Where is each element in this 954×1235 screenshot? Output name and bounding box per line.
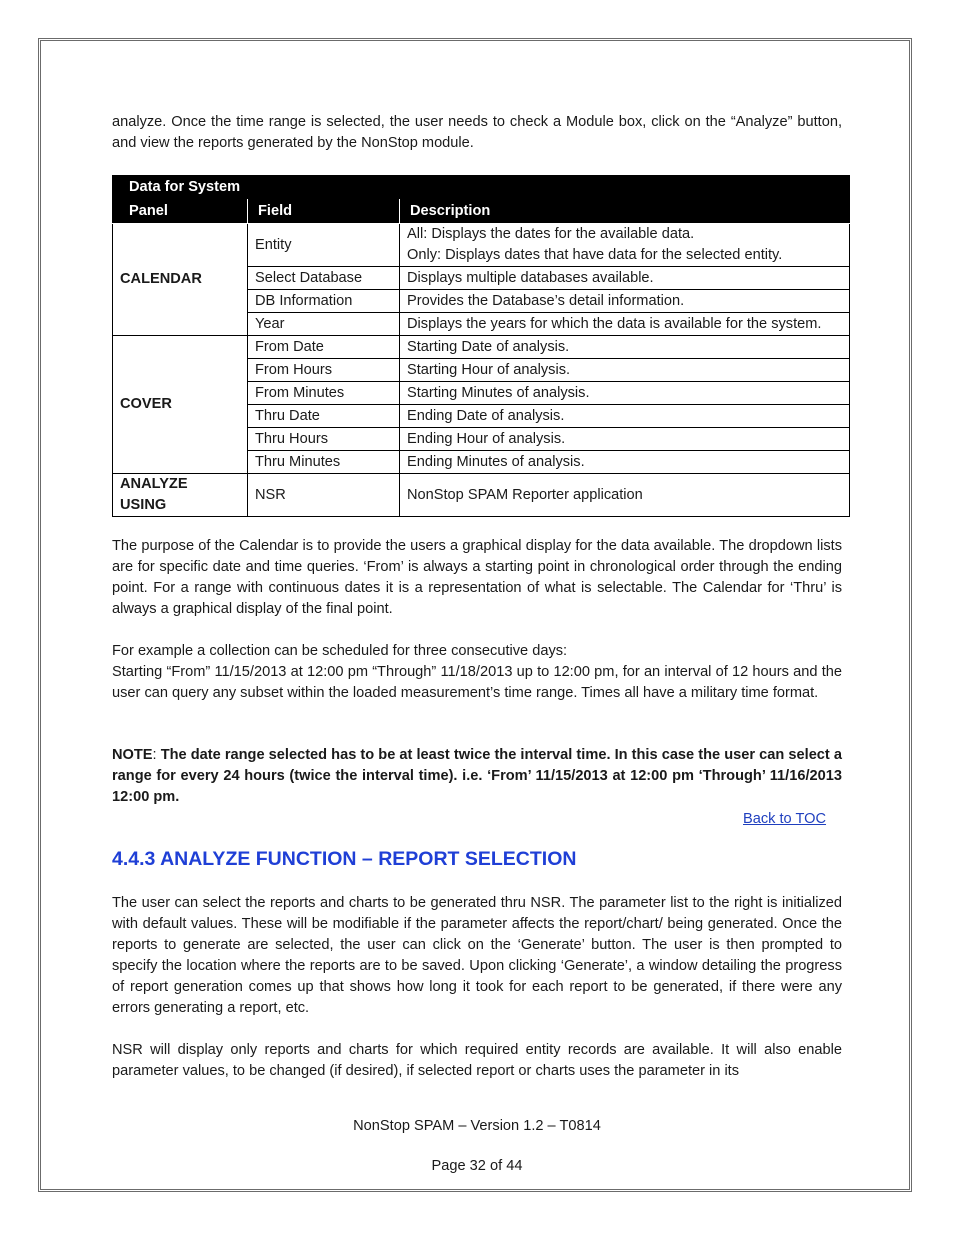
note-label: NOTE [112, 747, 153, 763]
field-cell: NSR [248, 474, 400, 517]
description-cell: Starting Hour of analysis. [400, 359, 850, 382]
note-paragraph: NOTE: The date range selected has to be at least twice the interval time. In this case the user can select a range for every 24 hours (twice the interval time). i.e. ‘From’ 11/15/2013 at 12:00 pm ‘Through’ 11/16/2013 12:00 pm. [112, 747, 842, 805]
field-cell: DB Information [248, 290, 400, 313]
description-line: Only: Displays dates that have data for the selected entity. [407, 247, 783, 263]
panel-analyze-line: ANALYZE [120, 476, 188, 492]
table-row [113, 224, 850, 267]
description-cell: Starting Minutes of analysis. [400, 382, 850, 405]
description-cell [400, 224, 850, 267]
table-row [113, 336, 850, 359]
description-cell: Displays the years for which the data is available for the system. [400, 313, 850, 336]
example-paragraph [112, 641, 842, 704]
back-to-toc-link[interactable]: Back to TOC [743, 811, 827, 827]
note-text: The date range selected has to be at least twice the interval time. In this case the user can select a range for every 24 hours (twice the interval time). i.e. ‘From’ 11/15/2013 at 12:00 pm ‘Through’ 11/16/2013 12:00 pm. [112, 747, 842, 805]
field-cell: Year [248, 313, 400, 336]
field-cell: From Minutes [248, 382, 400, 405]
section-heading: 4.4.3 ANALYZE FUNCTION – REPORT SELECTION [112, 848, 577, 870]
data-for-system-table [112, 175, 850, 517]
table-title-row [113, 176, 850, 199]
footer-page-number: Page 32 of 44 [431, 1158, 523, 1174]
intro-paragraph: analyze. Once the time range is selected, the user needs to check a Module box, click on the “Analyze” button, and view the reports generated by the NonStop module. [112, 114, 842, 151]
description-cell: Displays multiple databases available. [400, 267, 850, 290]
field-cell: Thru Date [248, 405, 400, 428]
panel-calendar: CALENDAR [113, 224, 248, 336]
field-cell: Select Database [248, 267, 400, 290]
panel-using-line: USING [120, 497, 167, 513]
description-cell: Ending Hour of analysis. [400, 428, 850, 451]
description-cell: Ending Minutes of analysis. [400, 451, 850, 474]
description-cell: Ending Date of analysis. [400, 405, 850, 428]
field-cell: From Date [248, 336, 400, 359]
table-row [113, 474, 850, 517]
description-line: All: Displays the dates for the available data. [407, 226, 695, 242]
description-cell: NonStop SPAM Reporter application [400, 474, 850, 517]
field-cell: Thru Hours [248, 428, 400, 451]
header-description: Description [400, 199, 850, 224]
table-title: Data for System [113, 176, 850, 199]
nsr-paragraph: NSR will display only reports and charts for which required entity records are available. It will also enable parameter values, to be changed (if desired), if selected report or charts uses the parameter in its [112, 1042, 842, 1079]
field-cell: From Hours [248, 359, 400, 382]
table-header-row [113, 199, 850, 224]
example-line-2: Starting “From” 11/15/2013 at 12:00 pm “Through” 11/18/2013 up to 12:00 pm, for an interval of 12 hours and the user can query any subset within the loaded measurement’s time range. Times all have a military time format. [112, 664, 842, 701]
description-cell: Provides the Database’s detail information. [400, 290, 850, 313]
panel-cover: COVER [113, 336, 248, 474]
panel-analyze-using [113, 474, 248, 517]
report-selection-paragraph: The user can select the reports and charts to be generated thru NSR. The parameter list to the right is initialized with default values. These will be modifiable if the parameter affects the report/chart/ being generated. Once the reports to generate are selected, the user can click on the ‘Generate’ button. The user is then prompted to specify the location where the reports are to be saved. Upon clicking ‘Generate’, a window detailing the progress of report generation comes up that shows how long it took for each report to be generated, if there were any errors generating a report, etc. [112, 895, 842, 1016]
calendar-purpose-paragraph: The purpose of the Calendar is to provide the users a graphical display for the data available. The dropdown lists are for specific date and time queries. ‘From’ is always a starting point in chronological order through the ending point. For a range with continuous dates it is a representation of what is selectable. The Calendar for ‘Thru’ is always a graphical display of the final point. [112, 538, 842, 617]
description-cell: Starting Date of analysis. [400, 336, 850, 359]
field-cell: Entity [248, 224, 400, 267]
example-line-1: For example a collection can be scheduled for three consecutive days: [112, 643, 568, 659]
header-panel: Panel [113, 199, 248, 224]
header-field: Field [248, 199, 400, 224]
field-cell: Thru Minutes [248, 451, 400, 474]
footer-title: NonStop SPAM – Version 1.2 – T0814 [353, 1118, 601, 1134]
